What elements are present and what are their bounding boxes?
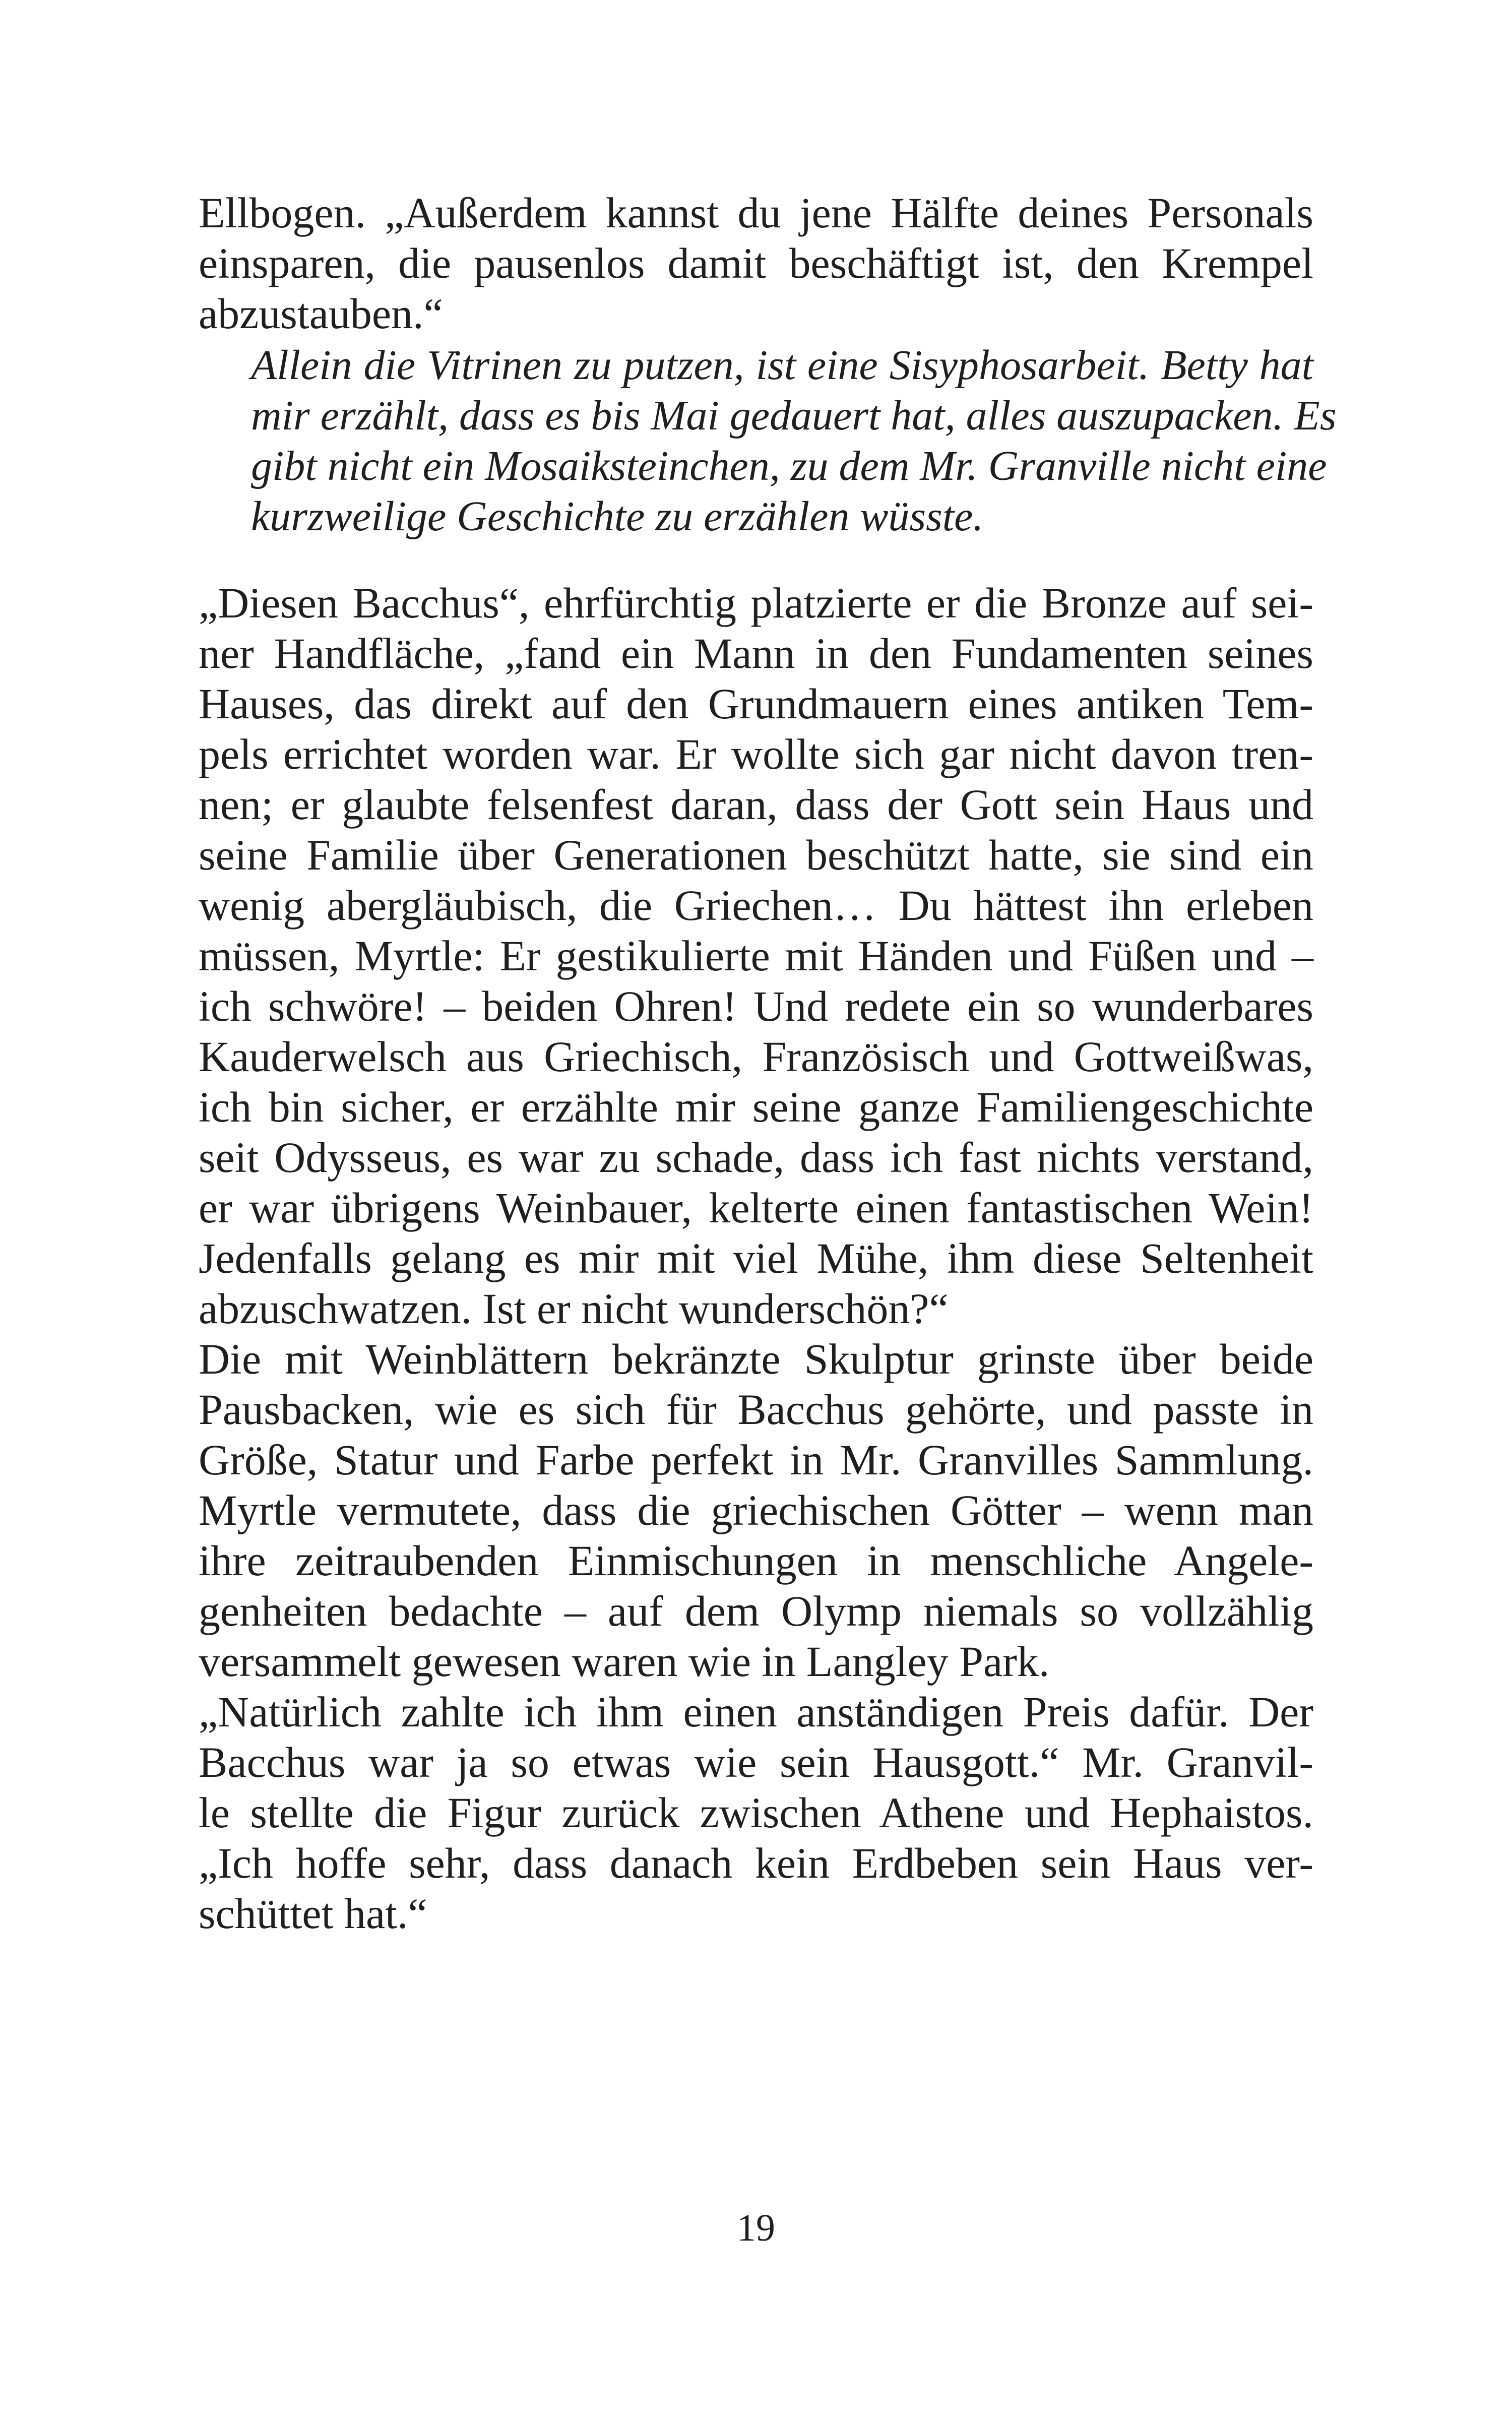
text-line: ihre zeitraubenden Einmischungen in menschliche Angele- (199, 1536, 1313, 1585)
text-line: pels errichtet worden war. Er wollte sich gar nicht davon tren- (199, 730, 1313, 778)
text-line: müssen, Myrtle: Er gestikulierte mit Händen und Füßen und – (199, 932, 1313, 980)
text-line: Ellbogen. „Außerdem kannst du jene Hälfte deines Personals (199, 189, 1313, 237)
text-line: „Diesen Bacchus“, ehrfürchtig platzierte er die Bronze auf sei- (199, 579, 1313, 627)
text-line: Größe, Statur und Farbe perfekt in Mr. Granvilles Sammlung. (199, 1436, 1313, 1484)
text-line: Bacchus war ja so etwas wie sein Hausgott.“ Mr. Granvil- (199, 1738, 1313, 1786)
text-line: wenig abergläubisch, die Griechen… Du hättest ihn erleben (199, 881, 1313, 929)
italic-thought-line: Allein die Vitrinen zu putzen, ist eine Sisyphosarbeit. Betty hat (251, 342, 1313, 389)
text-line: ich schwöre! – beiden Ohren! Und redete ein so wunderbares (199, 982, 1313, 1030)
italic-thought-line: kurzweilige Geschichte zu erzählen wüsste. (251, 493, 984, 540)
page-number: 19 (737, 2207, 775, 2249)
text-line: abzuschwatzen. Ist er nicht wunderschön?“ (199, 1284, 949, 1333)
italic-thought-line: mir erzählt, dass es bis Mai gedauert hat, alles auszupacken. Es (251, 392, 1337, 439)
text-line: Pausbacken, wie es sich für Bacchus gehörte, und passte in (199, 1385, 1313, 1434)
text-line: versammelt gewesen waren wie in Langley Park. (199, 1637, 1050, 1686)
text-line: Jedenfalls gelang es mir mit viel Mühe, ihm diese Seltenheit (199, 1234, 1313, 1282)
text-line: Hauses, das direkt auf den Grundmauern eines antiken Tem- (199, 679, 1313, 728)
text-line: seine Familie über Generationen beschützt hatte, sie sind ein (199, 831, 1313, 879)
text-line: einsparen, die pausenlos damit beschäftigt ist, den Krempel (199, 239, 1313, 287)
text-line: er war übrigens Weinbauer, kelterte einen fantastischen Wein! (199, 1184, 1313, 1232)
text-line: le stellte die Figur zurück zwischen Athene und Hephaistos. (199, 1788, 1313, 1837)
text-line: Kauderwelsch aus Griechisch, Französisch und Gottweißwas, (199, 1032, 1313, 1081)
text-line: abzustauben.“ (199, 289, 443, 338)
text-line: seit Odysseus, es war zu schade, dass ich fast nichts verstand, (199, 1133, 1313, 1182)
text-line: genheiten bedachte – auf dem Olymp niemals so vollzählig (199, 1587, 1313, 1635)
text-line: ich bin sicher, er erzählte mir seine ganze Familiengeschichte (199, 1083, 1313, 1131)
text-line: schüttet hat.“ (199, 1889, 427, 1938)
text-line: ner Handfläche, „fand ein Mann in den Fundamenten seines (199, 629, 1313, 677)
text-line: „Ich hoffe sehr, dass danach kein Erdbeben sein Haus ver- (199, 1839, 1313, 1887)
italic-thought-line: gibt nicht ein Mosaiksteinchen, zu dem Mr. Granville nicht eine (251, 443, 1327, 489)
text-line: „Natürlich zahlte ich ihm einen anständigen Preis dafür. Der (199, 1688, 1313, 1736)
text-line: nen; er glaubte felsenfest daran, dass der Gott sein Haus und (199, 780, 1313, 829)
text-line: Myrtle vermutete, dass die griechischen Götter – wenn man (199, 1486, 1313, 1534)
text-line: Die mit Weinblättern bekränzte Skulptur grinste über beide (199, 1335, 1313, 1383)
